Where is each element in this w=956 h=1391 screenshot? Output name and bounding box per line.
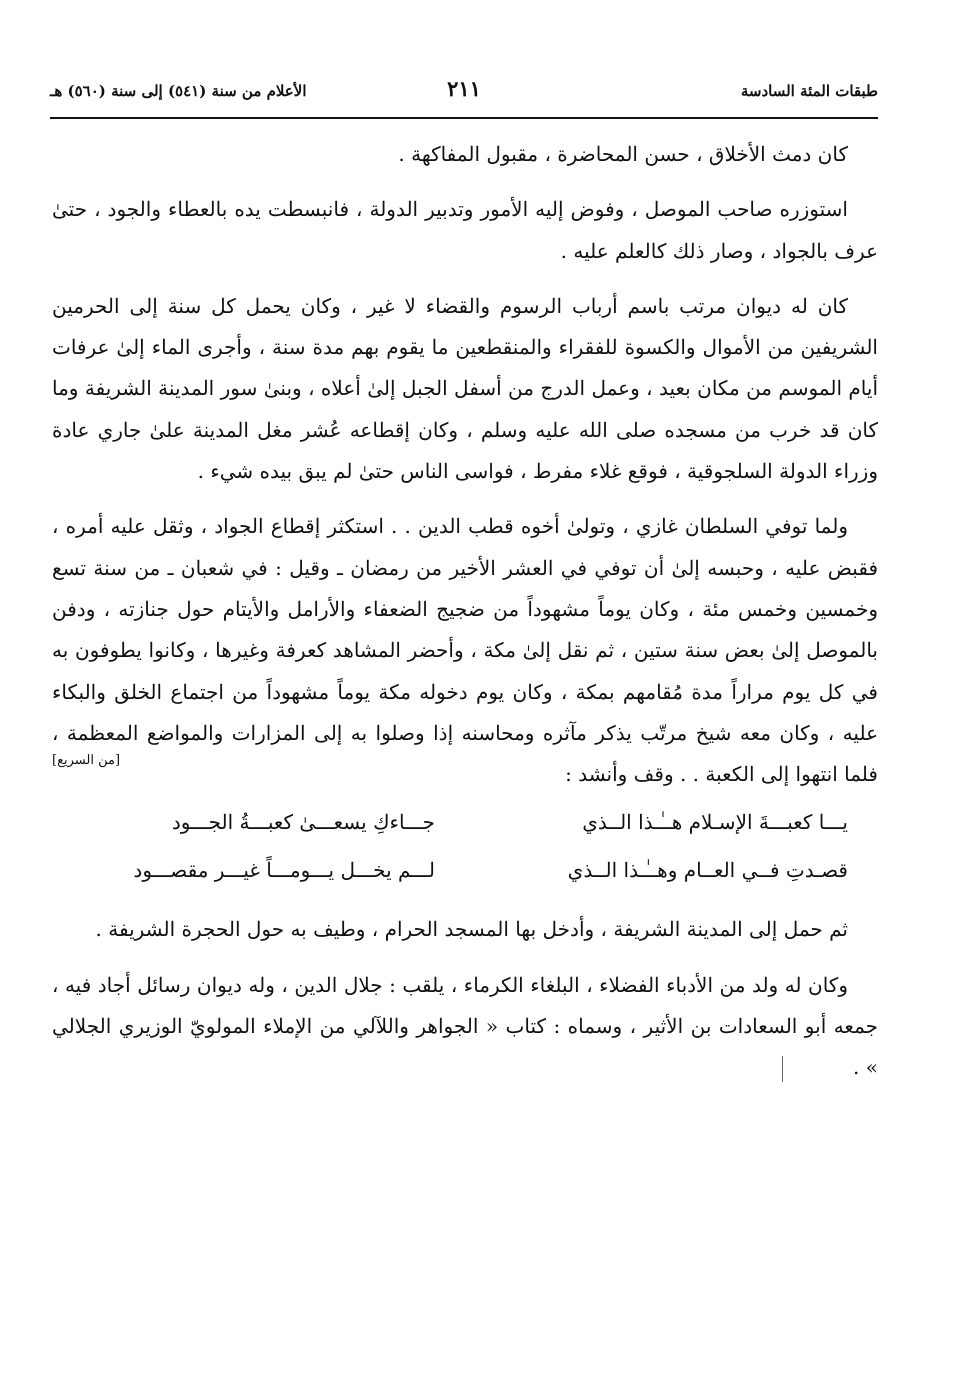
paragraph-6-text: وكان له ولد من الأدباء الفضلاء ، البلغاء الكرماء ، يلقب : جلال الدين ، وله ديوان رسائل أجاد فيه ، جمعه أبو السعادات بن الأثير ، وسماه : كتاب « الجواهر واللآلي من الإملاء المولويّ الوزيري الجلالي » . (52, 972, 878, 1080)
paragraph-5: ثم حمل إلى المدينة الشريفة ، وأدخل بها المسجد الحرام ، وطيف به حول الحجرة الشريفة . (95, 917, 848, 942)
page-header (50, 76, 878, 112)
poetic-meter-label: [من السريع] (52, 753, 121, 769)
paragraph-1: كان دمث الأخلاق ، حسن المحاضرة ، مقبول المفاكهة . (398, 142, 848, 166)
paragraph-4: ولما توفي السلطان غازي ، وتولىٰ أخوه قطب الدين . . استكثر إقطاع الجواد ، وثقل عليه أمره ، فقبض عليه ، وحبسه إلىٰ أن توفي في العشر الأخير من رمضان ـ وقيل : في شعبان ـ من سنة تسع وخمسين وخمس مئة ، وكان يوماً مشهوداً من ضجيج الضعفاء والأرامل والأيتام حول جنازته ، ودفن بالموصل إلىٰ بعض سنة ستين ، ثم نقل إلىٰ مكة ، وأحضر المشاهد كعرفة وغيرها ، وكانوا يطوفون به في كل يوم مراراً مدة مُقامهم بمكة ، وكان يوم دخوله مكة يوماً مشهوداً من اجتماع الخلق والبكاء عليه ، وكان معه شيخ مرتّب يذكر مآثره ومحاسنه إذا وصلوا به إلى المزارات والمواضع المعظمة ، فلما انتهوا إلى الكعبة . . وقف وأنشد : (52, 514, 879, 787)
running-title-left: الأعلام من سنة (٥٤١) إلى سنة (٥٦٠) هـ (50, 82, 307, 100)
page-number: ٢١١ (447, 76, 481, 101)
text-end-mark (782, 1056, 783, 1082)
running-title-right: طبقات المئة السادسة (740, 82, 878, 100)
verse-1-second-hemistich: جـــاءكِ يسعـــىٰ كعبـــةُ الجـــود (171, 810, 435, 835)
verse-1-first-hemistich: يـــا كعبـــةَ الإسـلام هــٰـذا الــذي (582, 810, 848, 835)
paragraph-2: استوزره صاحب الموصل ، وفوض إليه الأمور وتدبير الدولة ، فانبسطت يده بالعطاء والجود ، حتىٰ عرف بالجواد ، وصار ذلك كالعلم عليه . (52, 197, 878, 263)
poem (52, 801, 878, 891)
verse-2-second-hemistich: لـــم يخـــل يـــومـــاً غيـــر مقصـــود (133, 858, 435, 883)
header-rule (50, 117, 878, 119)
verse-2 (52, 849, 878, 891)
paragraph-3: كان له ديوان مرتب باسم أرباب الرسوم والقضاء لا غير ، وكان يحمل كل سنة إلى الحرمين الشريفين من الأموال والكسوة للفقراء والمنقطعين ما يقوم بهم مدة سنة ، وأجرى الماء إلىٰ عرفات أيام الموسم من مكان بعيد ، وعمل الدرج من أسفل الجبل إلىٰ أعلاه ، وبنىٰ سور المدينة الشريفة وما كان قد خرب من مسجده صلى الله عليه وسلم ، وكان إقطاعه عُشر مغل المدينة علىٰ جاري عادة وزراء الدولة السلجوقية ، فوقع غلاء مفرط ، فواسى الناس حتىٰ لم يبق بيده شيء . (52, 293, 878, 484)
verse-2-first-hemistich: قصـدتِ فــي العــام وهــٰـذا الــذي (567, 858, 848, 883)
page-body (52, 134, 878, 1103)
paragraph-4-wrapper (52, 506, 878, 795)
paragraph-6 (52, 965, 878, 1089)
verse-1 (52, 801, 878, 843)
